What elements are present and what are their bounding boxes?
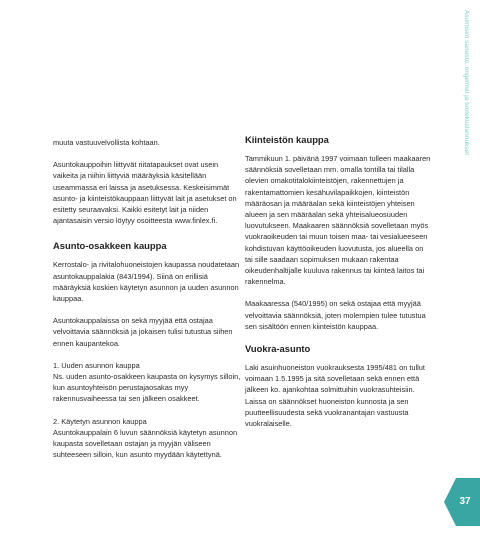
paragraph-obligations: Asuntokauppalaissa on sekä myyjää että ostajaa velvoittavia säännöksiä ja jokaisen tulisi tutustua siihen ennen kaupantekoa. [53, 316, 233, 348]
paragraph-asuntokauppalaki: Kerrostalo- ja rivitalohuoneistojen kaupassa noudatetaan asuntokauppalakia (843/1994). Siinä on erillisiä määräyksiä koskien käytetyn asunnon ja uuden asunnon kauppaa. [53, 260, 240, 304]
right-column [245, 0, 433, 429]
heading-asunto-osakkeen-kauppa: Asunto-osakkeen kauppa [53, 240, 167, 252]
paragraph-maakaari: Tammikuun 1. päivänä 1997 voimaan tulleen maakaaren säännöksiä sovelletaan mm. omalla tontilla tai tilalla olevien omakotitalokiinteistöjen, rakennettujen ja rakentamattomien kesähuvilapaikkojen, kiinteistön määräosan ja määräalan sekä kiinteistöjen yhteisen alueen ja sen määräalan sekä yhteisalueosuuden luovutukseen. Maakaaren säännöksiä sovelletaan myös vuokraoikeuden tai muun toisen maa- tai vesialueeseen kohdistuvan käyttöoikeuden luovutusta, jos alueella on tai sille saadaan sopimuksen mukaan rakentaa oikeudenhaltijalle kuuluva rakennus tai kiinteä laitos tai rakennelma. [245, 154, 431, 287]
paragraph-laws-intro: Asuntokauppoihin liittyvät riitatapaukset ovat usein vaikeita ja niihin liittyviä määräyksiä käsitellään useammassa eri laissa ja asetuksessa. Keskeisimmät asunto- ja kiinteistökauppaan liittyvät lait ja asetukset on esitetty seuraavaksi. Kaikki esitetyt lait ja niiden ajantasaisin versio löytyy osoitteesta www.finlex.fi. [53, 160, 237, 226]
heading-vuokra-asunto: Vuokra-asunto [245, 343, 311, 355]
heading-kiinteiston-kauppa: Kiinteistön kauppa [245, 134, 329, 145]
paragraph-used-apartment: 2. Käytetyn asunnon kauppa Asuntokauppalain 6 luvun säännöksiä käytetyn asunnon kaupasta sovelletaan ostajan ja myyjän väliseen suhteeseen silloin, kun asunto myydään käytettynä. [53, 416, 238, 460]
paragraph-vuokra-laki: Laki asuinhuoneiston vuokrauksesta 1995/481 on tullut voimaan 1.5.1995 ja sitä sovelletaan sekä ennen että jälkeen ko. ajankohtaa solmittuihin vuokrasuhteisiin. Laissa on säännökset huoneiston kunnosta ja sen puutteellisuudesta sekä vuokranantajan vastuusta vuokralaiselle. [245, 363, 425, 429]
page-number: 37 [459, 496, 471, 507]
paragraph-new-apartment: 1. Uuden asunnon kauppa Ns. uuden asunto-osakkeen kaupasta on kysymys silloin, kun asuntoyhteisön perustajaosakas myy rakennusvaiheessa tai sen jälkeen osakkeet. [53, 360, 241, 404]
paragraph-maakaari-obligations: Maakaaressa (540/1995) on sekä ostajaa että myyjää velvoittavia säännöksiä, joten molempien tulee tutustua sen sisältöön ennen kiinteistön kauppaa. [245, 299, 426, 331]
paragraph-continuation: muuta vastuuvelvollista kohtaan. [53, 138, 160, 147]
running-side-title: Asumisen sanasto, ongelmat ja tuotekustannukset [463, 10, 470, 156]
left-column [53, 0, 241, 460]
